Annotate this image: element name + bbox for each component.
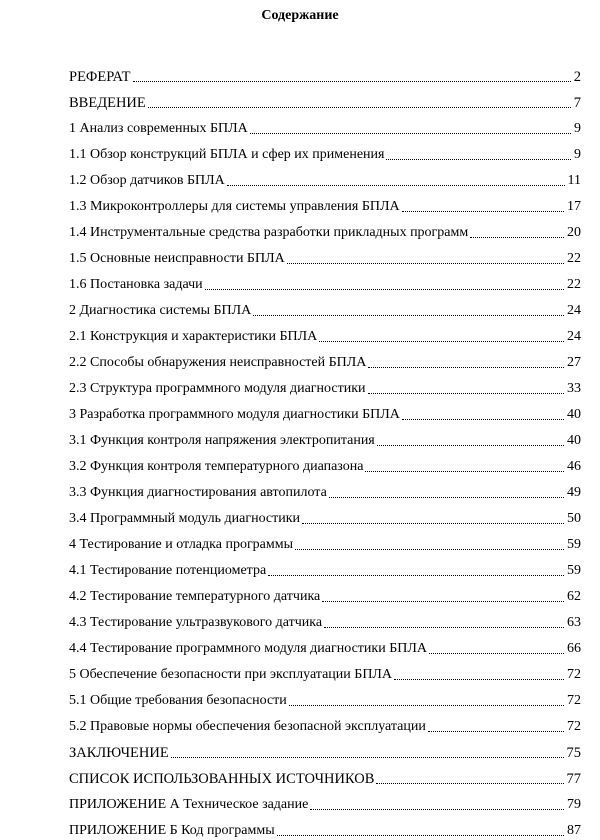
toc-dot-leader — [250, 132, 571, 134]
toc-entry — [69, 294, 581, 320]
toc-dot-leader — [322, 600, 564, 602]
toc-entry — [69, 346, 581, 372]
toc-entry-label: СПИСОК ИСПОЛЬЗОВАННЫХ ИСТОЧНИКОВ — [69, 771, 375, 787]
toc-entry — [69, 138, 581, 164]
toc-dot-leader — [377, 444, 564, 446]
toc-entry-label: 1.6 Постановка задачи — [69, 277, 203, 292]
toc-entry-page: 79 — [567, 797, 581, 812]
toc-entry — [69, 372, 581, 398]
toc-dot-leader — [227, 184, 565, 186]
toc-entry-page: 59 — [567, 563, 581, 578]
table-of-contents — [69, 60, 581, 840]
toc-entry-label: 4.3 Тестирование ультразвукового датчика — [69, 615, 323, 630]
toc-entry-page: 46 — [567, 459, 581, 474]
toc-dot-leader — [289, 704, 564, 706]
toc-entry — [69, 658, 581, 684]
toc-entry-label: 1.5 Основные неисправности БПЛА — [69, 251, 285, 266]
toc-entry — [69, 762, 581, 788]
toc-dot-leader — [253, 314, 564, 316]
toc-entry — [69, 216, 581, 242]
toc-dot-leader — [205, 288, 564, 290]
toc-dot-leader — [402, 418, 564, 420]
toc-dot-leader — [386, 158, 571, 160]
toc-entry-label: 1.1 Обзор конструкций БПЛА и сфер их применения — [69, 147, 385, 162]
toc-entry-label: 2.3 Структура программного модуля диагностики — [69, 381, 366, 396]
toc-dot-leader — [428, 730, 564, 732]
toc-entry-page: 62 — [567, 589, 581, 604]
toc-entry — [69, 502, 581, 528]
toc-entry — [69, 632, 581, 658]
toc-entry — [69, 164, 581, 190]
toc-entry — [69, 242, 581, 268]
toc-dot-leader — [368, 366, 564, 368]
toc-dot-leader — [148, 106, 571, 108]
toc-entry-label: 1.4 Инструментальные средства разработки прикладных программ — [69, 225, 469, 240]
toc-entry-page: 50 — [567, 511, 581, 526]
toc-entry-page: 72 — [567, 693, 581, 708]
toc-dot-leader — [302, 522, 564, 524]
toc-entry-label: 5 Обеспечение безопасности при эксплуатации БПЛА — [69, 667, 393, 682]
toc-dot-leader — [295, 548, 564, 550]
toc-entry-page: 63 — [567, 615, 581, 630]
toc-entry-page: 22 — [567, 251, 581, 266]
toc-entry-page: 72 — [567, 667, 581, 682]
toc-entry — [69, 736, 581, 762]
toc-entry — [69, 112, 581, 138]
toc-entry — [69, 268, 581, 294]
toc-entry-label: ВВЕДЕНИЕ — [69, 95, 146, 111]
toc-entry — [69, 710, 581, 736]
toc-entry-label: 2.2 Способы обнаружения неисправностей БПЛА — [69, 355, 367, 370]
toc-entry-page: 24 — [567, 303, 581, 318]
toc-entry-page: 72 — [567, 719, 581, 734]
toc-entry-page: 24 — [567, 329, 581, 344]
toc-dot-leader — [324, 626, 564, 628]
toc-dot-leader — [171, 756, 564, 758]
toc-entry — [69, 606, 581, 632]
toc-entry-page: 49 — [567, 485, 581, 500]
toc-entry-label: ПРИЛОЖЕНИЕ Б Код программы — [69, 823, 275, 838]
toc-dot-leader — [394, 678, 564, 680]
toc-entry — [69, 554, 581, 580]
toc-dot-leader — [365, 470, 564, 472]
toc-entry — [69, 476, 581, 502]
toc-entry — [69, 528, 581, 554]
toc-entry-label: 4.4 Тестирование программного модуля диагностики БПЛА — [69, 641, 427, 656]
toc-entry-label: 2 Диагностика системы БПЛА — [69, 303, 252, 318]
toc-dot-leader — [329, 496, 564, 498]
toc-entry-page: 40 — [567, 407, 581, 422]
toc-entry-label: 3.2 Функция контроля температурного диапазона — [69, 459, 364, 474]
toc-entry-label: 4.1 Тестирование потенциометра — [69, 563, 267, 578]
toc-entry — [69, 60, 581, 86]
toc-entry-page: 59 — [567, 537, 581, 552]
toc-entry-label: ЗАКЛЮЧЕНИЕ — [69, 745, 169, 761]
toc-entry-page: 40 — [567, 433, 581, 448]
toc-dot-leader — [402, 210, 564, 212]
toc-entry — [69, 86, 581, 112]
toc-dot-leader — [376, 782, 563, 784]
toc-entry-label: 3.1 Функция контроля напряжения электропитания — [69, 433, 375, 448]
toc-entry-label: РЕФЕРАТ — [69, 69, 131, 85]
toc-entry — [69, 684, 581, 710]
toc-entry — [69, 424, 581, 450]
toc-dot-leader — [470, 236, 564, 238]
toc-entry — [69, 814, 581, 840]
toc-entry-page: 33 — [567, 381, 581, 396]
toc-entry-page: 77 — [566, 771, 581, 787]
toc-entry-page: 75 — [566, 745, 581, 761]
toc-dot-leader — [268, 574, 564, 576]
toc-entry-label: 2.1 Конструкция и характеристики БПЛА — [69, 329, 318, 344]
toc-entry-label: 1.3 Микроконтроллеры для системы управления БПЛА — [69, 199, 400, 214]
toc-entry-page: 9 — [574, 121, 581, 136]
toc-dot-leader — [287, 262, 564, 264]
toc-entry — [69, 320, 581, 346]
toc-entry-label: ПРИЛОЖЕНИЕ А Техническое задание — [69, 797, 309, 812]
toc-dot-leader — [277, 834, 564, 836]
toc-dot-leader — [368, 392, 565, 394]
toc-entry — [69, 190, 581, 216]
toc-entry-label: 4 Тестирование и отладка программы — [69, 537, 294, 552]
toc-entry-label: 5.2 Правовые нормы обеспечения безопасной эксплуатации — [69, 719, 426, 734]
page-title: Содержание — [261, 8, 339, 23]
toc-entry-label: 3.3 Функция диагностирования автопилота — [69, 485, 327, 500]
toc-entry — [69, 450, 581, 476]
toc-entry-page: 66 — [567, 641, 581, 656]
toc-entry — [69, 580, 581, 606]
toc-entry-page: 9 — [574, 147, 581, 162]
toc-entry-page: 11 — [567, 173, 581, 188]
toc-entry-page: 27 — [567, 355, 581, 370]
toc-dot-leader — [429, 652, 564, 654]
toc-entry-page: 22 — [567, 277, 581, 292]
toc-dot-leader — [319, 340, 564, 342]
toc-entry-label: 3 Разработка программного модуля диагностики БПЛА — [69, 407, 400, 422]
toc-entry-page: 20 — [567, 225, 581, 240]
toc-entry-page: 17 — [567, 199, 581, 214]
toc-entry-label: 1.2 Обзор датчиков БПЛА — [69, 173, 225, 188]
toc-entry-page: 2 — [573, 69, 581, 85]
toc-entry-label: 3.4 Программный модуль диагностики — [69, 511, 301, 526]
toc-entry-label: 5.1 Общие требования безопасности — [69, 693, 287, 708]
toc-entry-page: 7 — [573, 95, 581, 111]
toc-entry — [69, 398, 581, 424]
toc-dot-leader — [310, 808, 564, 810]
toc-entry-label: 1 Анализ современных БПЛА — [69, 121, 248, 136]
toc-entry — [69, 788, 581, 814]
toc-dot-leader — [133, 80, 571, 82]
toc-entry-label: 4.2 Тестирование температурного датчика — [69, 589, 321, 604]
toc-entry-page: 87 — [567, 823, 581, 838]
